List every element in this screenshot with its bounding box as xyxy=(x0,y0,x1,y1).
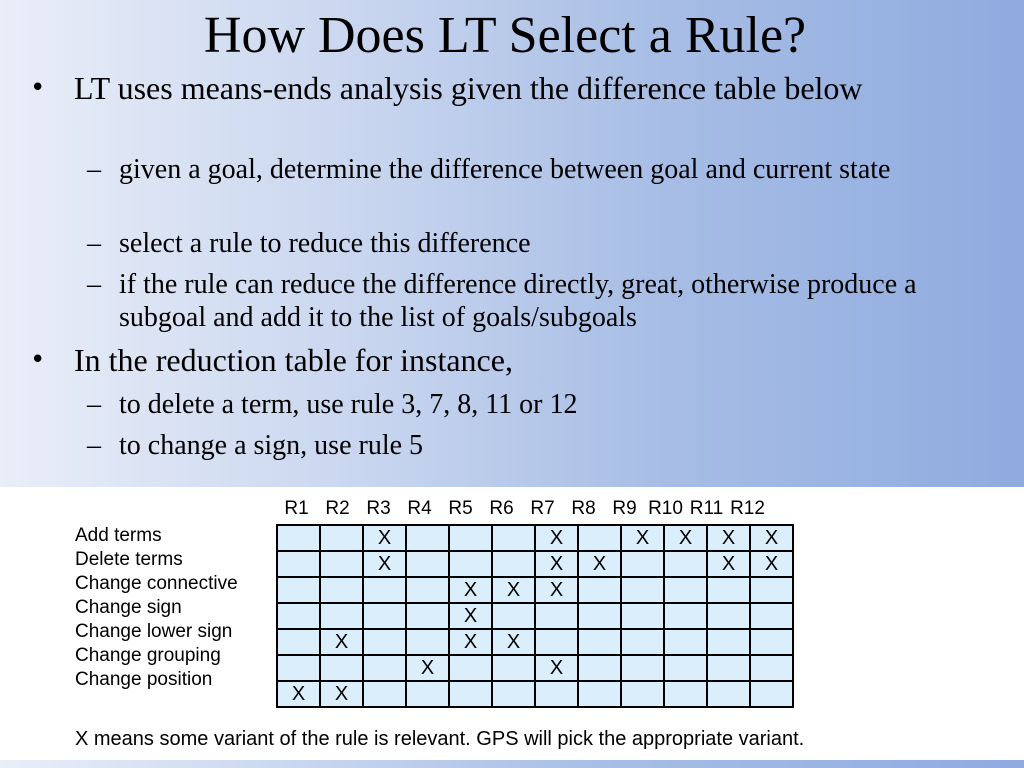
row-label-change-lower-sign: Change lower sign xyxy=(75,621,233,642)
table-cell xyxy=(406,603,449,629)
column-header-r4: R4 xyxy=(407,498,432,519)
table-cell xyxy=(707,629,750,655)
table-cell xyxy=(363,577,406,603)
bullet-dot: • xyxy=(30,345,46,375)
table-cell: X xyxy=(750,525,793,551)
sub-bullet-text: to change a sign, use rule 5 xyxy=(119,430,424,461)
table-cell: X xyxy=(449,603,492,629)
table-cell: X xyxy=(578,551,621,577)
column-header-r12: R12 xyxy=(730,498,765,519)
table-cell xyxy=(750,629,793,655)
table-cell xyxy=(535,603,578,629)
bullet-2 xyxy=(30,342,944,378)
table-cell: X xyxy=(492,629,535,655)
row-label-change-connective: Change connective xyxy=(75,573,238,594)
table-cell xyxy=(363,655,406,681)
table-cell xyxy=(750,603,793,629)
table-row xyxy=(277,655,793,681)
table-cell xyxy=(578,577,621,603)
table-cell xyxy=(320,525,363,551)
table-cell xyxy=(406,629,449,655)
column-header-r1: R1 xyxy=(284,498,309,519)
table-cell: X xyxy=(707,525,750,551)
table-cell xyxy=(621,551,664,577)
table-cell xyxy=(578,629,621,655)
row-label-delete-terms: Delete terms xyxy=(75,549,183,570)
table-cell xyxy=(492,655,535,681)
table-cell xyxy=(406,525,449,551)
table-cell xyxy=(664,551,707,577)
column-header-r3: R3 xyxy=(366,498,391,519)
table-cell xyxy=(320,655,363,681)
row-label-change-position: Change position xyxy=(75,669,213,690)
table-cell xyxy=(707,603,750,629)
sub-bullet-1-2 xyxy=(87,227,1004,260)
dash-glyph: – xyxy=(87,228,101,259)
row-label-change-sign: Change sign xyxy=(75,597,182,618)
sub-bullet-text: to delete a term, use rule 3, 7, 8, 11 or 12 xyxy=(119,389,578,420)
table-cell xyxy=(320,551,363,577)
column-header-r6: R6 xyxy=(489,498,514,519)
table-cell: X xyxy=(363,551,406,577)
table-cell: X xyxy=(406,655,449,681)
table-cell: X xyxy=(535,577,578,603)
table-cell xyxy=(406,551,449,577)
table-row xyxy=(277,525,793,551)
table-cell: X xyxy=(277,681,320,707)
bullet-2-text: In the reduction table for instance, xyxy=(74,342,513,378)
table-cell xyxy=(578,681,621,707)
table-cell xyxy=(707,577,750,603)
bullet-1 xyxy=(30,70,944,106)
table-cell xyxy=(664,629,707,655)
column-header-r11: R11 xyxy=(689,498,724,519)
table-cell xyxy=(750,681,793,707)
table-cell: X xyxy=(535,551,578,577)
table-cell xyxy=(750,655,793,681)
table-cell xyxy=(277,577,320,603)
table-cell xyxy=(320,603,363,629)
table-cell xyxy=(363,629,406,655)
table-cell xyxy=(664,577,707,603)
table-cell xyxy=(449,551,492,577)
table-cell: X xyxy=(707,551,750,577)
table-cell xyxy=(535,629,578,655)
table-cell xyxy=(621,655,664,681)
table-cell xyxy=(664,655,707,681)
sub-bullet-2-2 xyxy=(87,429,1004,462)
table-row xyxy=(277,603,793,629)
table-cell xyxy=(707,681,750,707)
table-cell: X xyxy=(363,525,406,551)
table-row xyxy=(277,551,793,577)
table-cell xyxy=(664,603,707,629)
table-cell xyxy=(621,629,664,655)
table-cell xyxy=(621,577,664,603)
slide-title: How Does LT Select a Rule? xyxy=(203,7,807,64)
table-cell: X xyxy=(449,629,492,655)
table-cell xyxy=(750,577,793,603)
table-row xyxy=(277,681,793,707)
table-cell: X xyxy=(449,577,492,603)
sub-bullet-text: select a rule to reduce this difference xyxy=(119,228,531,259)
table-cell xyxy=(492,551,535,577)
sub-bullet-text: given a goal, determine the difference between goal and current state xyxy=(119,154,891,185)
table-cell xyxy=(320,577,363,603)
bullet-1-text: LT uses means-ends analysis given the difference table below xyxy=(74,70,863,106)
table-cell xyxy=(406,577,449,603)
table-cell xyxy=(492,681,535,707)
difference-table-panel xyxy=(0,487,1024,760)
table-cell xyxy=(621,681,664,707)
table-cell xyxy=(277,655,320,681)
bullet-dot: • xyxy=(30,73,46,103)
table-cell xyxy=(621,603,664,629)
table-cell: X xyxy=(492,577,535,603)
sub-bullet-1-1 xyxy=(87,153,1004,186)
dash-glyph: – xyxy=(87,154,101,185)
table-footnote: X means some variant of the rule is relevant. GPS will pick the appropriate variant. xyxy=(75,728,805,750)
table-cell: X xyxy=(535,525,578,551)
table-cell xyxy=(449,655,492,681)
sub-bullet-2-1 xyxy=(87,388,1004,421)
table-cell xyxy=(449,681,492,707)
table-cell xyxy=(277,603,320,629)
column-header-r5: R5 xyxy=(448,498,473,519)
table-cell: X xyxy=(750,551,793,577)
dash-glyph: – xyxy=(87,269,101,300)
table-cell xyxy=(363,681,406,707)
dash-glyph: – xyxy=(87,389,101,420)
row-label-add-terms: Add terms xyxy=(75,525,162,546)
table-cell xyxy=(277,629,320,655)
column-header-r8: R8 xyxy=(571,498,596,519)
table-cell xyxy=(492,603,535,629)
table-cell xyxy=(277,525,320,551)
table-cell xyxy=(492,525,535,551)
column-header-r10: R10 xyxy=(648,498,683,519)
table-cell: X xyxy=(320,681,363,707)
sub-bullet-1-3 xyxy=(87,268,1004,334)
table-cell xyxy=(277,551,320,577)
table-row xyxy=(277,577,793,603)
row-label-change-grouping: Change grouping xyxy=(75,645,221,666)
table-cell xyxy=(578,603,621,629)
table-cell xyxy=(578,525,621,551)
column-header-r2: R2 xyxy=(325,498,350,519)
table-cell: X xyxy=(535,655,578,681)
bottom-strip xyxy=(0,760,1024,768)
table-cell xyxy=(578,655,621,681)
table-cell xyxy=(664,681,707,707)
column-header-r9: R9 xyxy=(612,498,637,519)
column-header-r7: R7 xyxy=(530,498,555,519)
table-cell: X xyxy=(621,525,664,551)
difference-table xyxy=(276,524,794,708)
table-cell: X xyxy=(664,525,707,551)
dash-glyph: – xyxy=(87,430,101,461)
table-cell xyxy=(707,655,750,681)
table-cell xyxy=(363,603,406,629)
table-cell xyxy=(535,681,578,707)
table-row xyxy=(277,629,793,655)
table-cell: X xyxy=(320,629,363,655)
sub-bullet-text: if the rule can reduce the difference directly, great, otherwise produce a subgoal and add it to the list of goals/subgoals xyxy=(119,269,917,333)
table-cell xyxy=(449,525,492,551)
table-cell xyxy=(406,681,449,707)
